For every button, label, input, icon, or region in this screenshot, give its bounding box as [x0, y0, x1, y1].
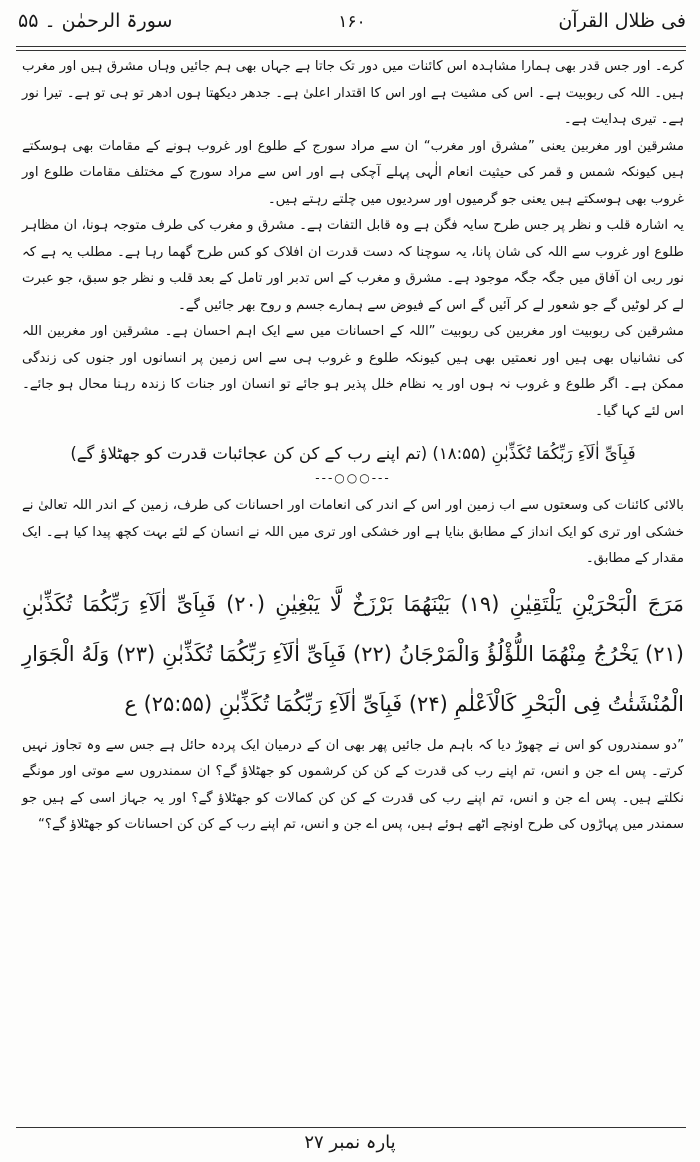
paragraph-2: مشرقین اور مغربین یعنی ”مشرق اور مغرب“ ان سے مراد سورج کے طلوع اور غروب ہونے کے مقامات بھی ہوسکتے ہیں کیونکہ شمس و قمر کی حیثیت انعام الٰہی پہلے آچکی ہے اور اس سے مراد سورج کے مختلف مقامات طلوع اور غروب بھی ہوسکتے ہیں یعنی جو گرمیوں اور سردیوں میں چلتے رہتے ہیں۔	[22, 138, 684, 207]
verses-19-25: مَرَجَ الْبَحْرَیْنِ یَلْتَقِیٰنِ (۱۹) بَیْنَهُمَا بَرْزَخٌ لَّا یَبْغِیٰنِ (۲۰) فَبِاَیِّ اٰلَآءِ رَبِّكُمَا تُكَذِّبٰنِ (۲۱) یَخْرُجُ مِنْهُمَا اللُّؤْلُؤُ وَالْمَرْجَانُ (۲۲) فَبِاَیِّ اٰلَآءِ رَبِّكُمَا تُكَذِّبٰنِ (۲۳) وَلَهُ الْجَوَارِ الْمُنْشَئٰتُ فِی الْبَحْرِ كَالْاَعْلٰمِ (۲۴) فَبِاَیِّ اٰلَآءِ رَبِّكُمَا تُكَذِّبٰنِ (۲۵:۵۵) ع	[22, 591, 684, 716]
header-rule-thin	[16, 50, 686, 51]
section-separator: ---○○○---	[315, 471, 391, 485]
book-title: فی ظلال القرآن	[558, 10, 686, 32]
paragraph-4: مشرقین کی ربوبیت اور مغربین کی ربوبیت ”اللہ کے احسانات میں سے ایک اہم احسان ہے۔ مشرقین اور مغربین اللہ کی نشانیاں بھی ہیں اور نعمتیں بھی ہیں کیونکہ طلوع و غروب ہی سے اس زمین پر انسانوں اور جنوں کی زندگی ممکن ہے۔ اگر طلوع و غروب نہ ہوں اور یہ نظام خلل پذیر ہو جائے تو انسان اور جنات کا زندہ رہنا محال ہو جائے۔ اس لئے کہا گیا۔	[22, 324, 684, 419]
page-number: ۱۶۰	[338, 12, 366, 32]
running-header	[18, 8, 686, 42]
paragraph-after-separator: بالائی کائنات کی وسعتوں سے اب زمین اور اس کے اندر کی انعامات اور احسانات کی طرف، زمین کے اندر اللہ تعالیٰ نے خشکی اور تری کو ایک انداز کے مطابق بنایا ہے اور خشکی اور تری میں اللہ نے انسان کے لئے بہت کچھ پیدا کیا ہے۔ ایک مقدار کے مطابق۔	[22, 498, 684, 566]
footer-rule	[16, 1127, 686, 1128]
paragraph-translation: ”دو سمندروں کو اس نے چھوڑ دیا کہ باہم مل جائیں پھر بھی ان کے درمیان ایک پردہ حائل ہے جس سے وہ تجاوز نہیں کرتے۔ پس اے جن و انس، تم اپنے رب کی قدرت کے کن کن کرشموں کو جھٹلاؤ گے؟ ان سمندروں سے موتی اور مونگے نکلتے ہیں۔ پس اے جن و انس، تم اپنے رب کی قدرت کے کن کن کمالات کو جھٹلاؤ گے؟ اور یہ جہاز اسی کے ہیں جو سمندر میں پہاڑوں کی طرح اونچے اٹھے ہوئے ہیں، پس اے جن و انس، تم اپنے رب کے کن کن احسانات کو جھٹلاؤ گے؟“	[22, 737, 684, 832]
surah-label: سورۃ الرحمٰن ۔ ۵۵	[18, 10, 173, 32]
verse-18: فَبِاَیِّ اٰلَآءِ رَبِّكُمَا تُكَذِّبٰنِ (۱۸:۵۵) (تم اپنے رب کے کن کن عجائبات قدرت کو جھٹلاؤ گے)	[70, 444, 636, 463]
header-rule	[16, 46, 686, 47]
paragraph-1: کرے۔ اور جس قدر بھی ہمارا مشاہدہ اس کائنات میں دور تک جاتا ہے جہاں بھی ہم جائیں وہاں مشرق ہیں اور مغرب ہیں۔ اللہ کی ربوبیت ہے۔ اس کی مشیت ہے اور اس کا اقتدار اعلیٰ ہے۔ جدھر دیکھتا ہوں ادھر تو ہی تو ہے۔ تیرا نور ہے۔ تیری ہدایت ہے۔	[22, 59, 684, 127]
para-number: پارہ نمبر ۲۷	[304, 1132, 396, 1153]
page-body	[22, 54, 684, 839]
paragraph-3: یہ اشارہ قلب و نظر پر جس طرح سایہ فگن ہے وہ قابل التفات ہے۔ مشرق و مغرب کی طرف متوجہ ہونا، ان مظاہر طلوع اور غروب سے اللہ کی شان پانا، یہ سوچنا کہ دست قدرت ان افلاک کو کس طرح گھما رہا ہے۔ مطلب یہ ہے کہ نور ربی ان آفاق میں جگہ جگہ موجود ہے۔ مشرق و مغرب کے اس تدبر اور تامل کے بعد قلب و نظر جو سبق، جو عبرت لے کر لوٹیں گے جو شعور لے کر آئیں گے اس کے فیوض سے ہمارے جسم و روح بھر جائیں گے۔	[22, 218, 684, 313]
